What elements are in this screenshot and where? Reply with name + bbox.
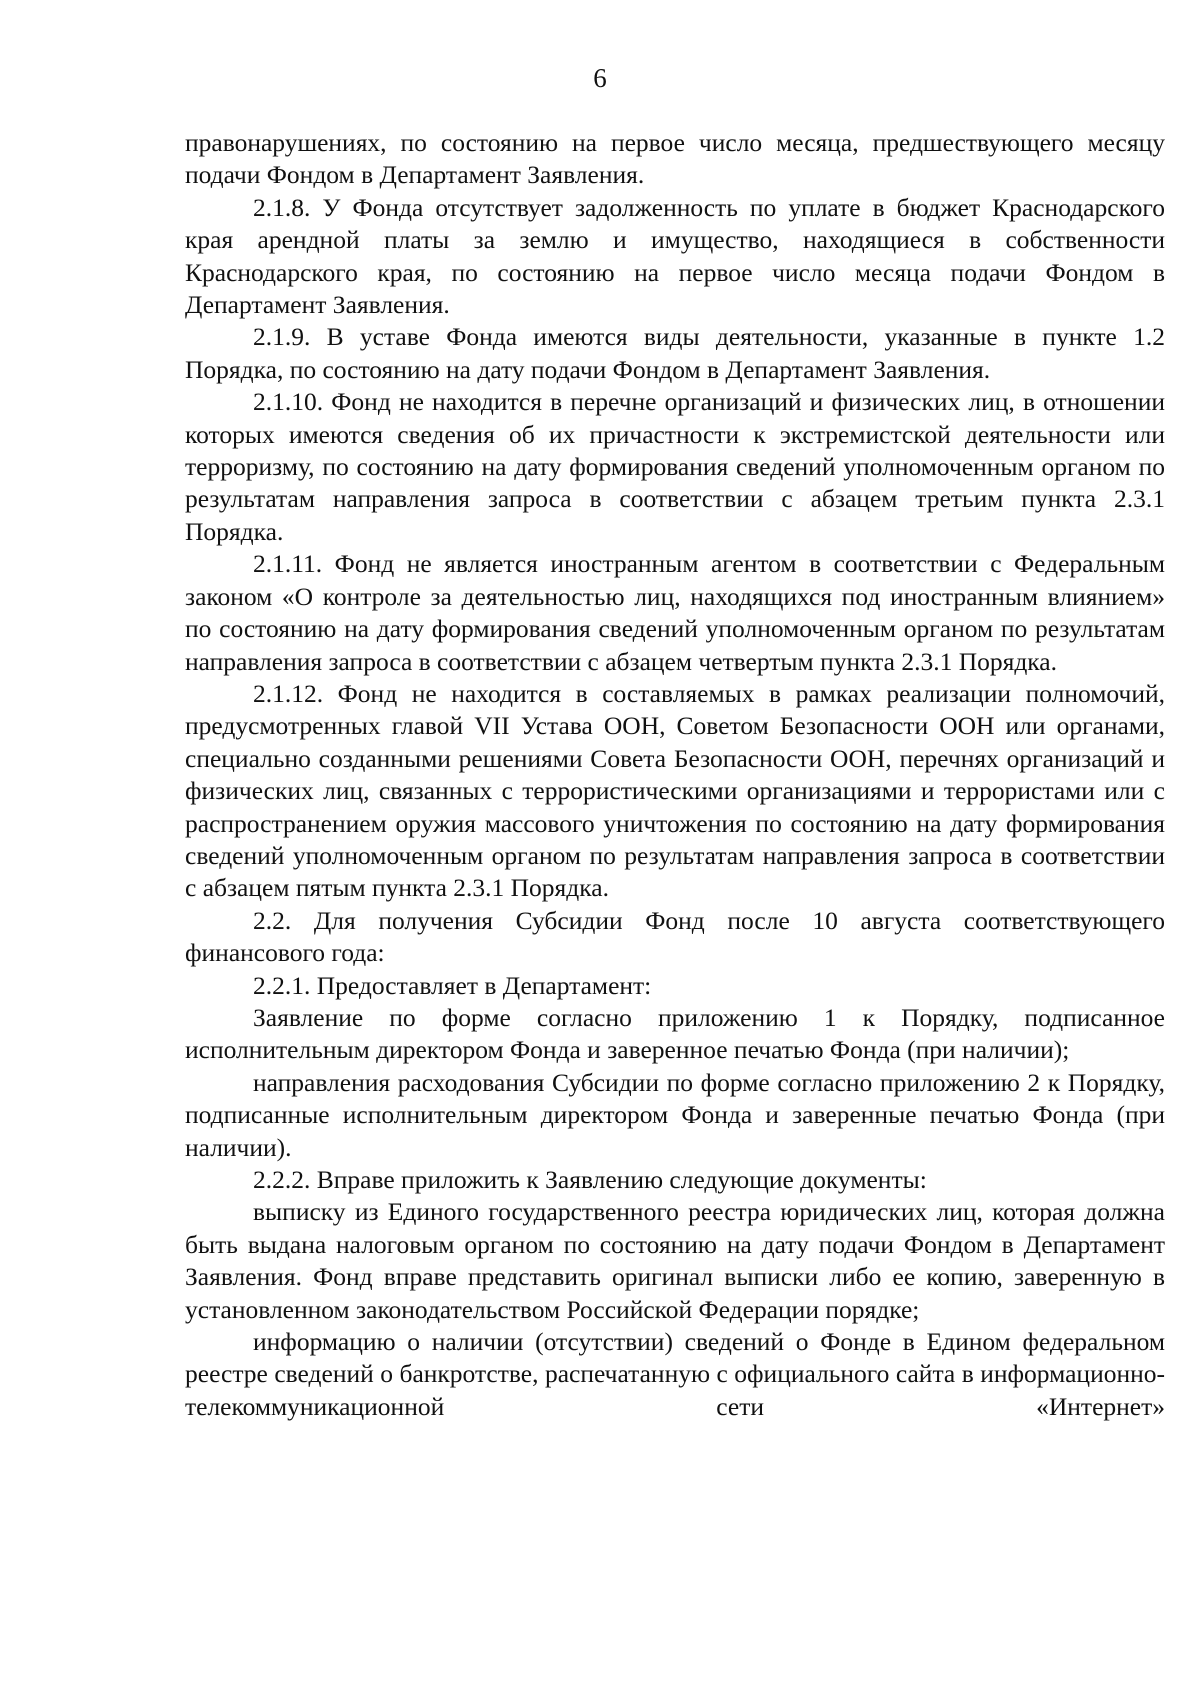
paragraph-2-1-10: 2.1.10. Фонд не находится в перечне организаций и физических лиц, в отношении которых имеются сведения об их причастности к экстремистской деятельности или терроризму, по состоянию на дату формирования сведений уполномоченным органом по результатам направления запроса в соответствии с абзацем третьим пункта 2.3.1 Порядка.: [185, 387, 1165, 546]
paragraph-2-1-8: 2.1.8. У Фонда отсутствует задолженность по уплате в бюджет Краснодарского края арендной платы за землю и имущество, находящиеся в собственности Краснодарского края, по состоянию на первое число месяца подачи Фондом в Департамент Заявления.: [185, 192, 1165, 320]
paragraph-2-1-12: 2.1.12. Фонд не находится в составляемых в рамках реализации полномочий, предусмотренных главой VII Устава ООН, Советом Безопасности ООН или органами, специально созданными решениями Совета Безопасности ООН, перечнях организаций и физических лиц, связанных с террористическими организациями и террористами или с распространением оружия массового уничтожения по состоянию на дату формирования сведений уполномоченным органом по результатам направления запроса в соответствии с абзацем пятым пункта 2.3.1 Порядка.: [185, 678, 1165, 903]
paragraph-application-form: Заявление по форме согласно приложению 1 к Порядку, подписанное исполнительным директором Фонда и заверенное печатью Фонда (при наличии);: [185, 1002, 1165, 1065]
paragraph-spending-directions: направления расходования Субсидии по форме согласно приложению 2 к Порядку, подписанные исполнительным директором Фонда и заверенные печатью Фонда (при наличии).: [185, 1067, 1165, 1162]
page-number: 6: [593, 63, 607, 93]
paragraph-continuation: правонарушениях, по состоянию на первое число месяца, предшествующего месяцу подачи Фондом в Департамент Заявления.: [185, 128, 1165, 190]
paragraph-2-1-11: 2.1.11. Фонд не является иностранным агентом в соответствии с Федеральным законом «О контроле за деятельностью лиц, находящихся под иностранным влиянием» по состоянию на дату формирования сведений уполномоченным органом по результатам направления запроса в соответствии с абзацем четвертым пункта 2.3.1 Порядка.: [185, 549, 1165, 676]
paragraph-2-2-2: 2.2.2. Вправе приложить к Заявлению следующие документы:: [253, 1165, 927, 1194]
document-body: [185, 127, 1165, 1423]
paragraph-2-2-1: 2.2.1. Предоставляет в Департамент:: [253, 970, 652, 1000]
paragraph-bankruptcy-info: информацию о наличии (отсутствии) сведений о Фонде в Едином федеральном реестре сведений о банкротстве, распечатанную с официального сайта в информационно-телекоммуникационной сети «Интернет»: [185, 1327, 1165, 1421]
paragraph-egrul-extract: выписку из Единого государственного реестра юридических лиц, которая должна быть выдана налоговым органом по состоянию на дату подачи Фондом в Департамент Заявления. Фонд вправе представить оригинал выписки либо ее копию, заверенную в установленном законодательством Российской Федерации порядке;: [185, 1197, 1165, 1324]
paragraph-2-1-9: 2.1.9. В уставе Фонда имеются виды деятельности, указанные в пункте 1.2 Порядка, по состоянию на дату подачи Фондом в Департамент Заявления.: [185, 322, 1165, 384]
paragraph-2-2: 2.2. Для получения Субсидии Фонд после 10 августа соответствующего финансового года:: [185, 905, 1165, 968]
